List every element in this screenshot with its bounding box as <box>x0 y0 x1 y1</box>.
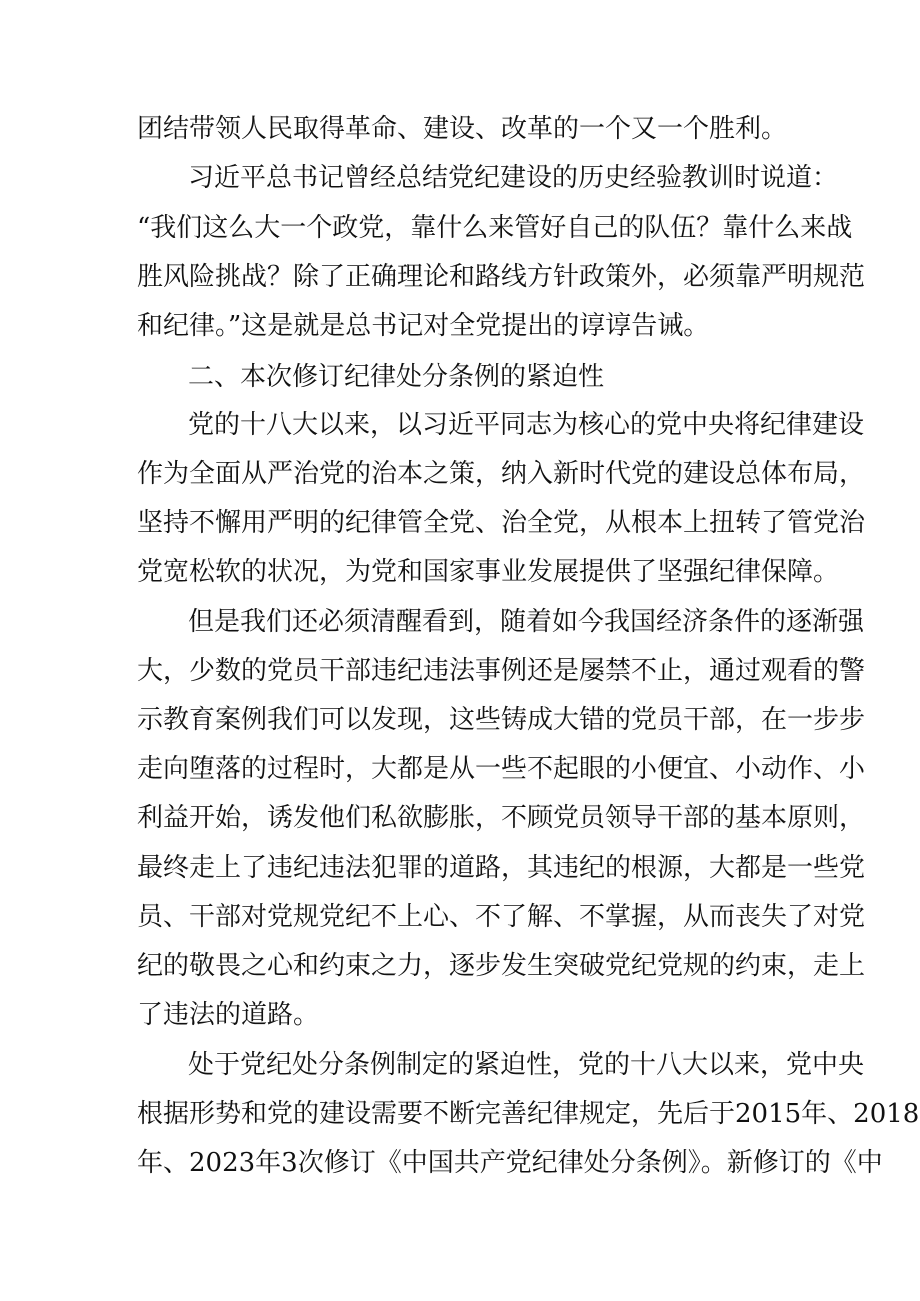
text-line: 纪的敬畏之心和约束之力，逐步发生突破党纪党规的约束，走上 <box>137 951 866 981</box>
text-line: 根据形势和党的建设需要不断完善纪律规定，先后于2015年、2018 <box>137 1099 920 1129</box>
text-line: 处于党纪处分条例制定的紧迫性，党的十八大以来，党中央 <box>188 1050 865 1080</box>
text-line: 党宽松软的状况，为党和国家事业发展提供了坚强纪律保障。 <box>137 557 840 587</box>
text-line: “我们这么大一个政党，靠什么来管好自己的队伍？靠什么来战 <box>137 213 853 243</box>
text-line: 但是我们还必须清醒看到，随着如今我国经济条件的逐渐强 <box>188 607 865 637</box>
text-line: 年、2023年3次修订《中国共产党纪律处分条例》。新修订的《中 <box>137 1148 883 1178</box>
text-line: 利益开始，诱发他们私欲膨胀，不顾党员领导干部的基本原则， <box>137 803 866 833</box>
text-line: 和纪律。”这是就是总书记对全党提出的谆谆告诫。 <box>137 311 710 341</box>
text-line: 最终走上了违纪违法犯罪的道路，其违纪的根源，大都是一些党 <box>137 853 866 883</box>
section-heading: 二、本次修订纪律处分条例的紧迫性 <box>188 362 605 392</box>
text-line: 走向堕落的过程时，大都是从一些不起眼的小便宜、小动作、小 <box>137 754 866 784</box>
text-line: 大，少数的党员干部违纪违法事例还是屡禁不止，通过观看的警 <box>137 656 866 686</box>
text-line: 胜风险挑战？除了正确理论和路线方针政策外，必须靠严明规范 <box>137 262 866 292</box>
text-line: 习近平总书记曾经总结党纪建设的历史经验教训时说道： <box>188 163 839 193</box>
text-line: 了违法的道路。 <box>137 1000 320 1030</box>
text-line: 示教育案例我们可以发现，这些铸成大错的党员干部，在一步步 <box>137 705 866 735</box>
text-line: 团结带领人民取得革命、建设、改革的一个又一个胜利。 <box>137 114 788 144</box>
text-line: 作为全面从严治党的治本之策，纳入新时代党的建设总体布局， <box>137 459 866 489</box>
text-line: 党的十八大以来，以习近平同志为核心的党中央将纪律建设 <box>188 410 865 440</box>
text-line: 员、干部对党规党纪不上心、不了解、不掌握，从而丧失了对党 <box>137 902 866 932</box>
text-line: 坚持不懈用严明的纪律管全党、治全党，从根本上扭转了管党治 <box>137 508 866 538</box>
